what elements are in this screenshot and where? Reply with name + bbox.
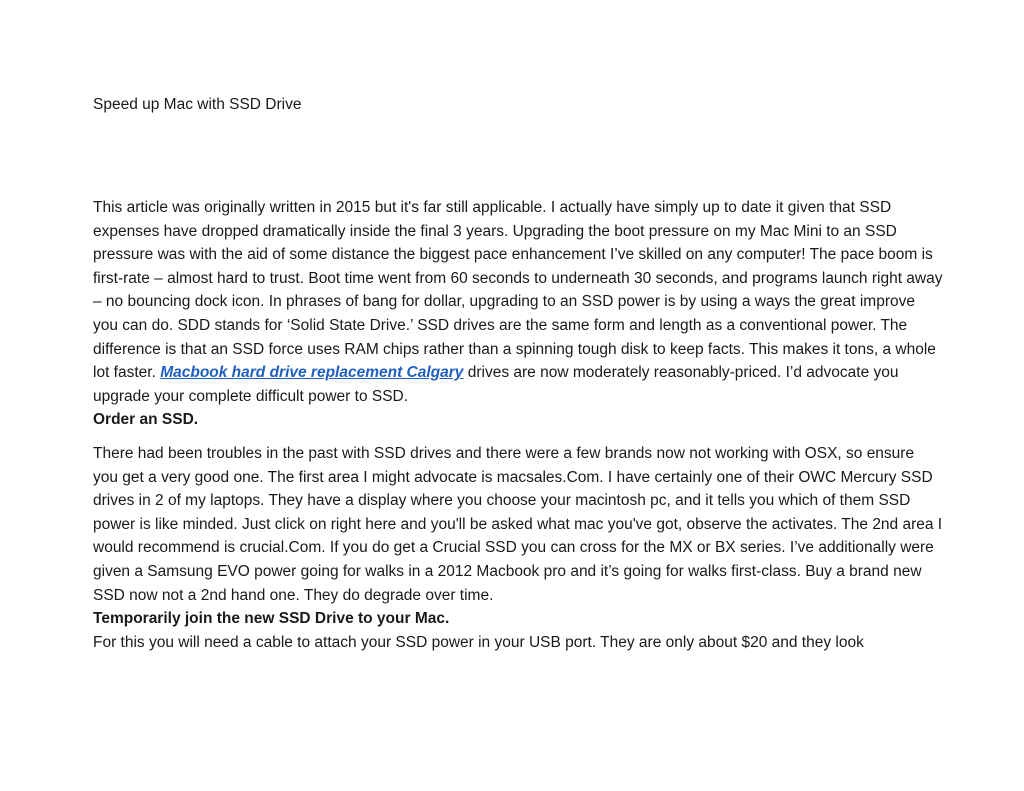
document-page	[93, 0, 943, 791]
paragraph-join-ssd: For this you will need a cable to attach your SSD power in your USB port. They are only about $20 and they look	[93, 633, 864, 651]
paragraph-intro-text: This article was originally written in 2015 but it's far still applicable. I actually have simply up to date it given that SSD expenses have dropped dramatically inside the final 3 years. Upgrading the boot pressure on my Mac Mini to an SSD pressure was with the aid of some distance the biggest pace enhancement I’ve skilled on any computer! The pace boom is first-rate – almost hard to trust. Boot time went from 60 seconds to underneath 30 seconds, and programs launch right away – no bouncing dock icon. In phrases of bang for dollar, upgrading to an SSD power is by using a ways the great improve you can do. SDD stands for ‘Solid State Drive.’ SSD drives are the same form and length as a conventional power. The difference is that an SSD force uses RAM chips rather than a spinning tough disk to keep facts. This makes it tons, a whole lot faster.	[93, 199, 943, 382]
document-body	[93, 196, 943, 654]
heading-order-ssd: Order an SSD.	[93, 411, 199, 429]
paragraph-intro-text-end: drives are now moderately reasonably-priced. I’d advocate you upgrade your complete difficult power to SSD.	[93, 364, 899, 405]
macbook-hard-drive-replacement-link[interactable]: Macbook hard drive replacement Calgary	[160, 364, 464, 382]
document-title: Speed up Mac with SSD Drive	[93, 96, 302, 113]
paragraph-order-ssd: There had been troubles in the past with SSD drives and there were a few brands now not working with OSX, so ensure you get a very good one. The first area I might advocate is macsales.Com. I have certainly one of their OWC Mercury SSD drives in 2 of my laptops. They have a display where you choose your macintosh pc, and it tells you which of them SSD power is like minded. Just click on right here and you'll be asked what mac you've got, observe the activates. The 2nd area I would recommend is crucial.Com. If you do get a Crucial SSD you can cross for the MX or BX series. I’ve additionally were given a Samsung EVO power going for walks in a 2012 Macbook pro and it’s going for walks first-class. Buy a brand new SSD now not a 2nd hand one. They do degrade over time.	[93, 444, 943, 604]
paragraph-intro	[93, 196, 943, 408]
heading-join-ssd: Temporarily join the new SSD Drive to your Mac.	[93, 610, 450, 628]
